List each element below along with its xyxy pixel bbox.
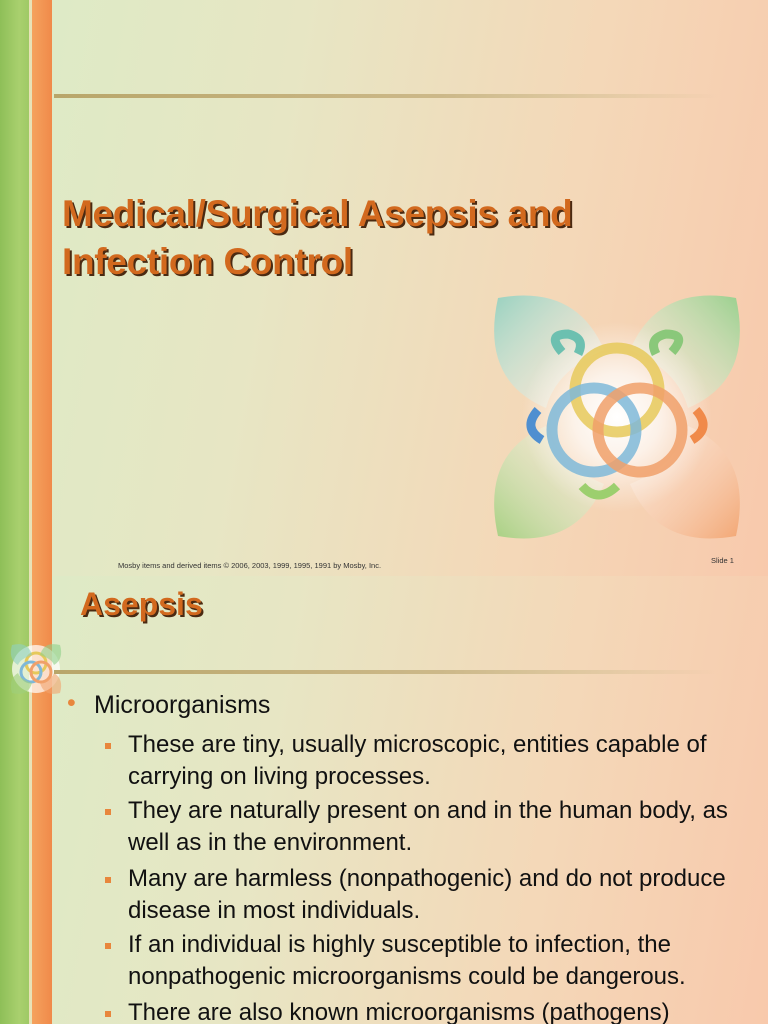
bullet-square (105, 743, 111, 749)
celtic-knot-icon (486, 290, 748, 544)
bullet-level1: Microorganisms (94, 691, 271, 719)
slide-number: Slide 1 (711, 556, 734, 565)
slide-2 (0, 576, 768, 1024)
bullet-square (105, 1011, 111, 1017)
top-divider (54, 94, 718, 98)
slide-1-title: Medical/Surgical Asepsis and Infection Control (62, 193, 573, 282)
list-item: There are also known microorganisms (pathogens) (128, 999, 670, 1024)
list-item: These are tiny, usually microscopic, entities capable of carrying on living processes. (128, 731, 707, 790)
copyright-footer: Mosby items and derived items © 2006, 2003, 1999, 1995, 1991 by Mosby, Inc. (118, 561, 382, 570)
title-divider (54, 670, 718, 674)
slide-2-title: Asepsis (80, 586, 203, 622)
bullet-dot: • (67, 689, 76, 717)
bullet-square (105, 943, 111, 949)
bullet-square (105, 809, 111, 815)
list-item: Many are harmless (nonpathogenic) and do not produce disease in most individuals. (128, 865, 726, 924)
celtic-knot-small-icon (6, 639, 66, 699)
left-orange-bar (32, 0, 52, 576)
list-item: They are naturally present on and in the human body, as well as in the environment. (128, 797, 728, 856)
list-item: If an individual is highly susceptible to infection, the nonpathogenic microorganisms could be dangerous. (128, 931, 686, 990)
left-green-bar (0, 0, 32, 576)
bullet-square (105, 877, 111, 883)
